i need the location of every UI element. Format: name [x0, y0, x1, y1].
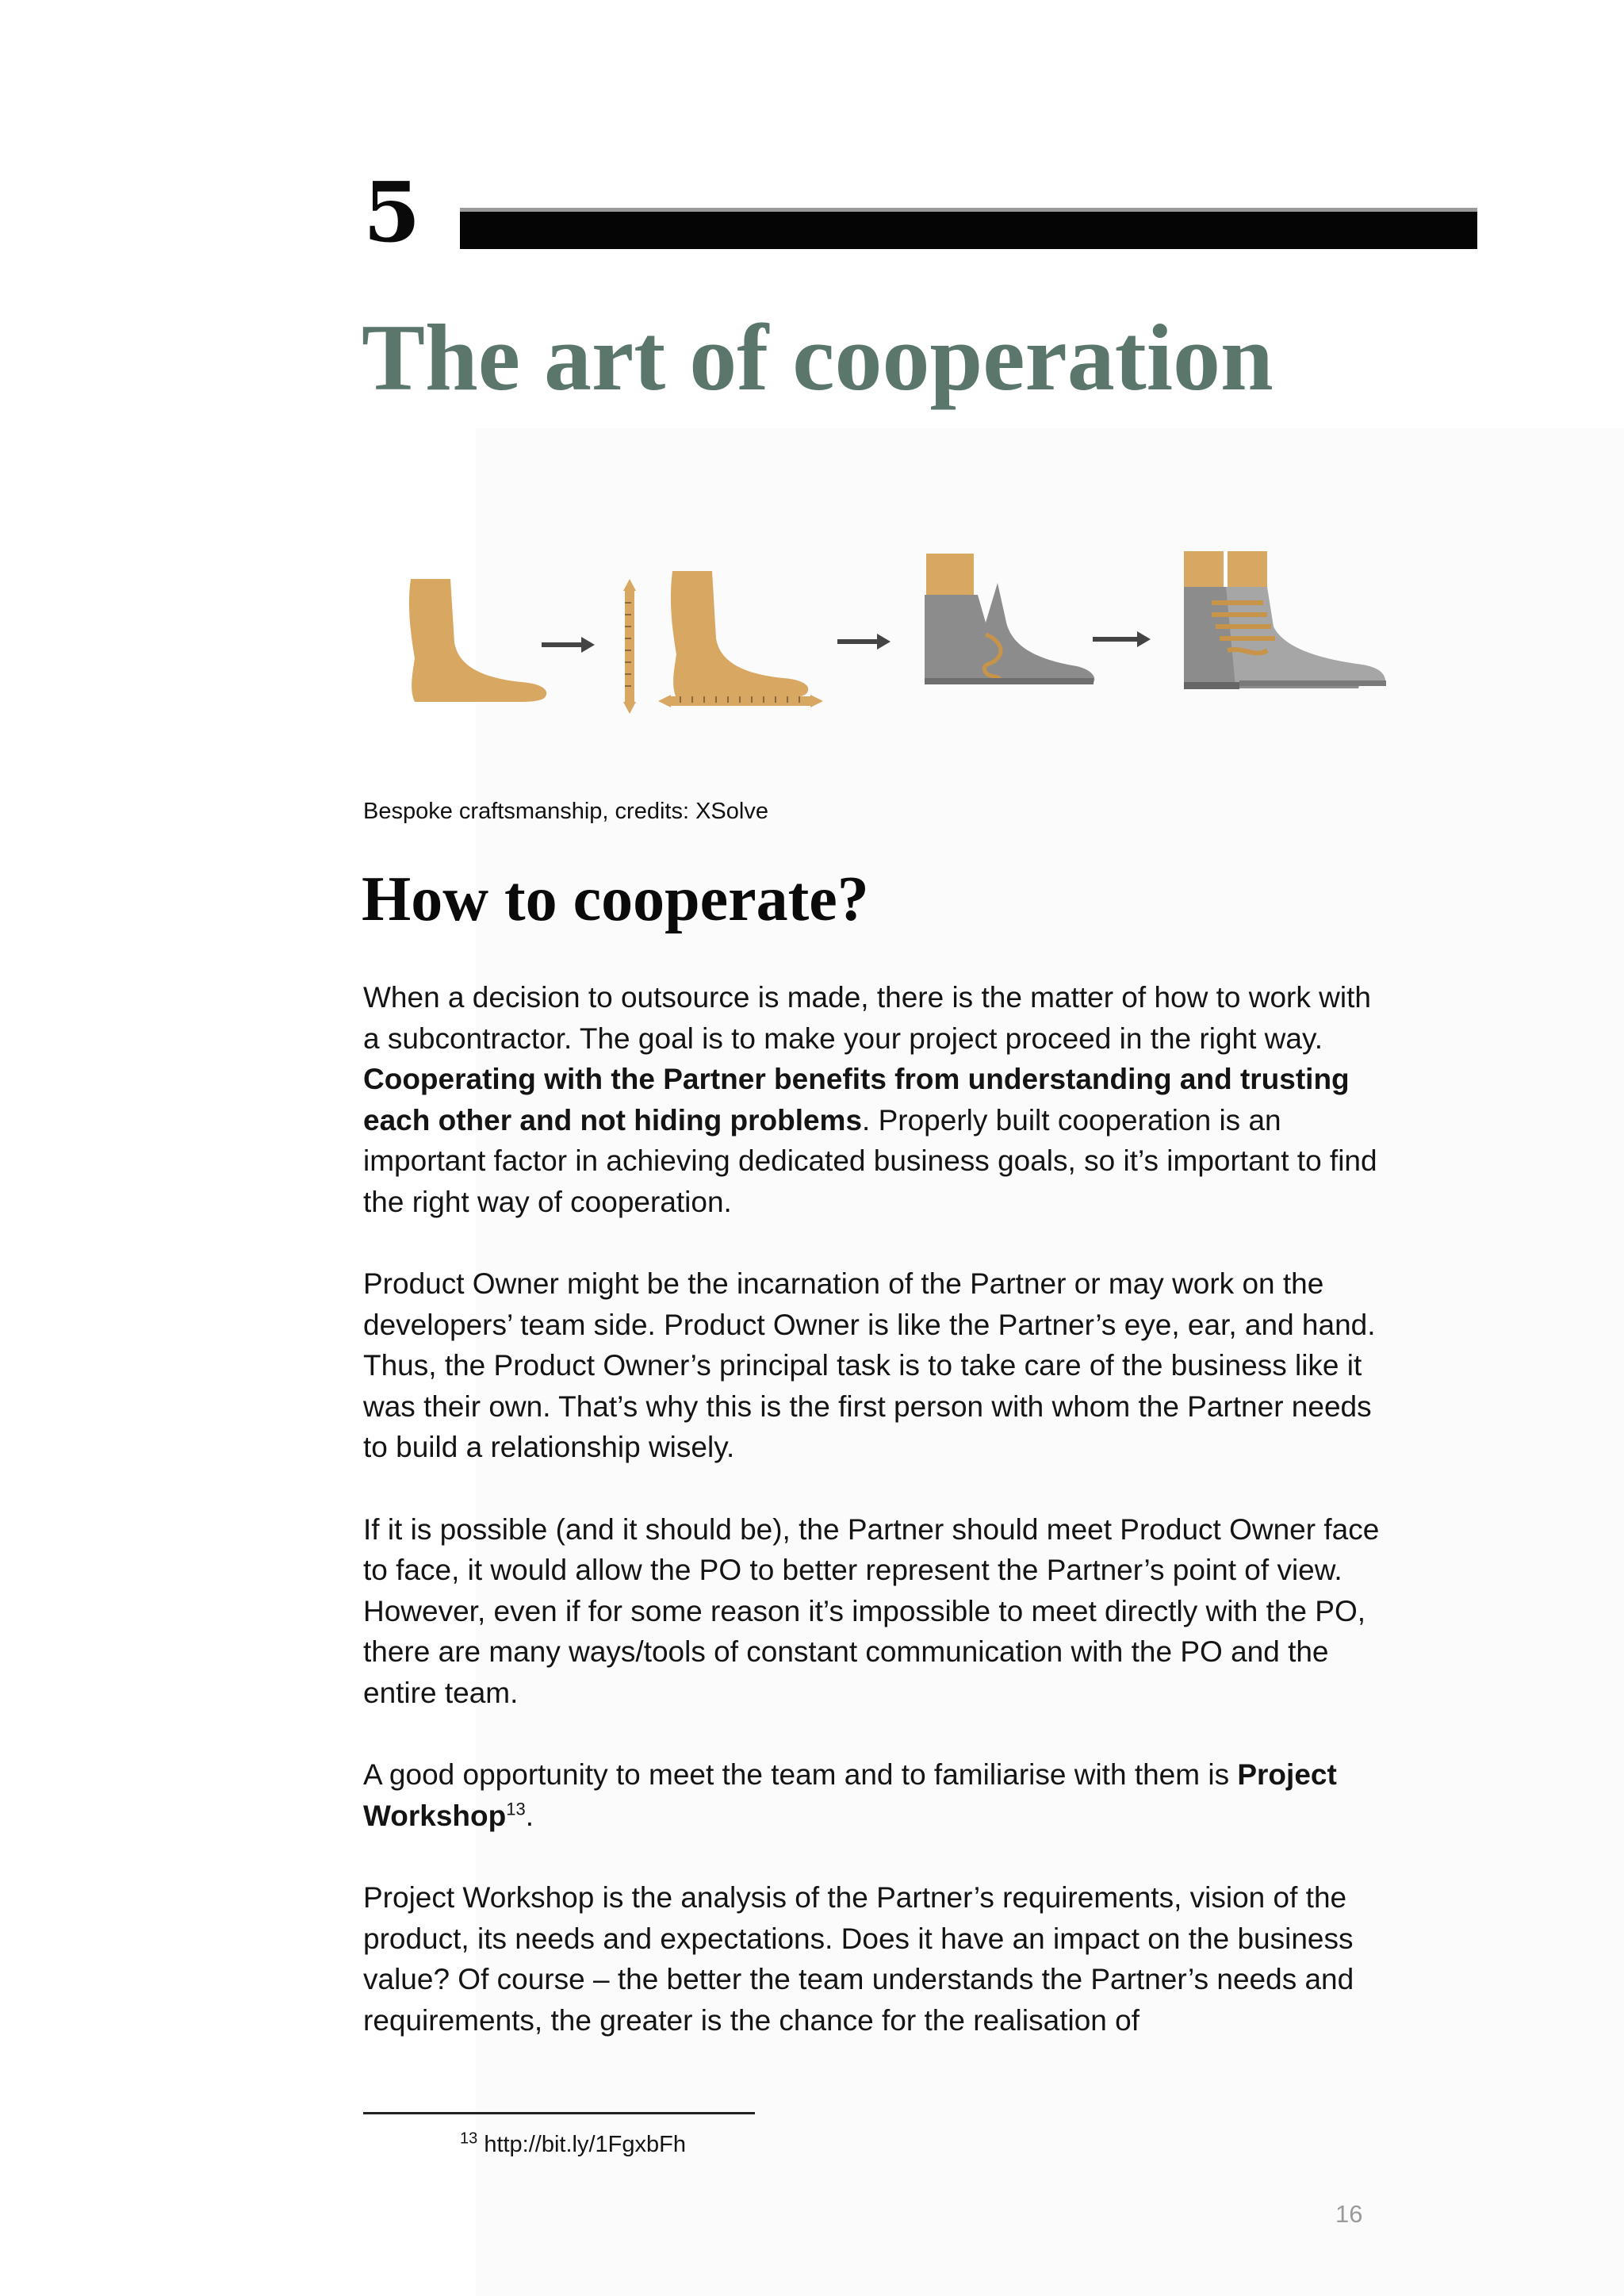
- bespoke-shoe-process-illustration: [395, 547, 1402, 730]
- finished-shoes-icon: [1184, 551, 1386, 689]
- body-text: [363, 977, 1386, 2082]
- footnote-separator: [363, 2112, 755, 2114]
- bold-text: Project Workshop: [363, 1758, 1337, 1832]
- chapter-title: The art of cooperation: [362, 305, 1274, 410]
- paragraph: Product Owner might be the incarnation of the Partner or may work on the developers’ team side. Product Owner is like the Partner’s eye, ear, and hand. Thus, the Product Owner’s principal task is to take care of the business like it was their own. That’s why this is the first person with whom the Partner needs to build a relationship wisely.: [363, 1267, 1376, 1463]
- footnote: [460, 2130, 686, 2160]
- arrow-right-icon: [542, 637, 595, 653]
- chapter-number: 5: [363, 163, 421, 261]
- arrow-right-icon: [837, 634, 891, 650]
- paragraph: Project Workshop is the analysis of the Partner’s requirements, vision of the product, its needs and expectations. Does it have an impact on the business value? Of course – the better the team understands the Partner’s needs and requirements, the greater is the chance for the realisation of: [363, 1881, 1354, 2037]
- footnote-reference[interactable]: 13: [506, 1799, 526, 1819]
- chapter-divider-bar: [460, 208, 1477, 249]
- vertical-ruler-icon: [623, 579, 636, 714]
- horizontal-ruler-icon: [658, 695, 823, 707]
- footnote-number: 13: [460, 2129, 478, 2148]
- measured-foot-icon: [671, 571, 808, 698]
- bare-foot-icon: [409, 579, 546, 702]
- paragraph: If it is possible (and it should be), the Partner should meet Product Owner face to face, it would allow the PO to better represent the Partner’s point of view. However, even if for some reason it’s impossible to meet directly with the PO, there are many ways/tools of constant communication with the PO and the entire team.: [363, 1512, 1380, 1709]
- image-caption: Bespoke craftsmanship, credits: XSolve: [363, 799, 768, 824]
- leg-in-shoe-icon: [925, 554, 1094, 684]
- footnote-link[interactable]: http://bit.ly/1FgxbFh: [484, 2132, 686, 2157]
- arrow-right-icon: [1093, 631, 1151, 647]
- page-number: 16: [1335, 2200, 1363, 2228]
- paragraph: When a decision to outsource is made, there is the matter of how to work with a subcontractor. The goal is to make your project proceed in the right way. Cooperating with the Partner benefits from understanding and trusting each other and not hiding problems. Properly built cooperation is an important factor in achieving dedicated business goals, so it’s important to find the right way of cooperation.: [363, 981, 1377, 1218]
- bold-text: Cooperating with the Partner benefits from understanding and trusting each other and not hiding problems: [363, 1063, 1350, 1137]
- section-heading: How to cooperate?: [362, 864, 869, 934]
- paragraph: A good opportunity to meet the team and to familiarise with them is Project Workshop$^{13}$.: [363, 1758, 1337, 1832]
